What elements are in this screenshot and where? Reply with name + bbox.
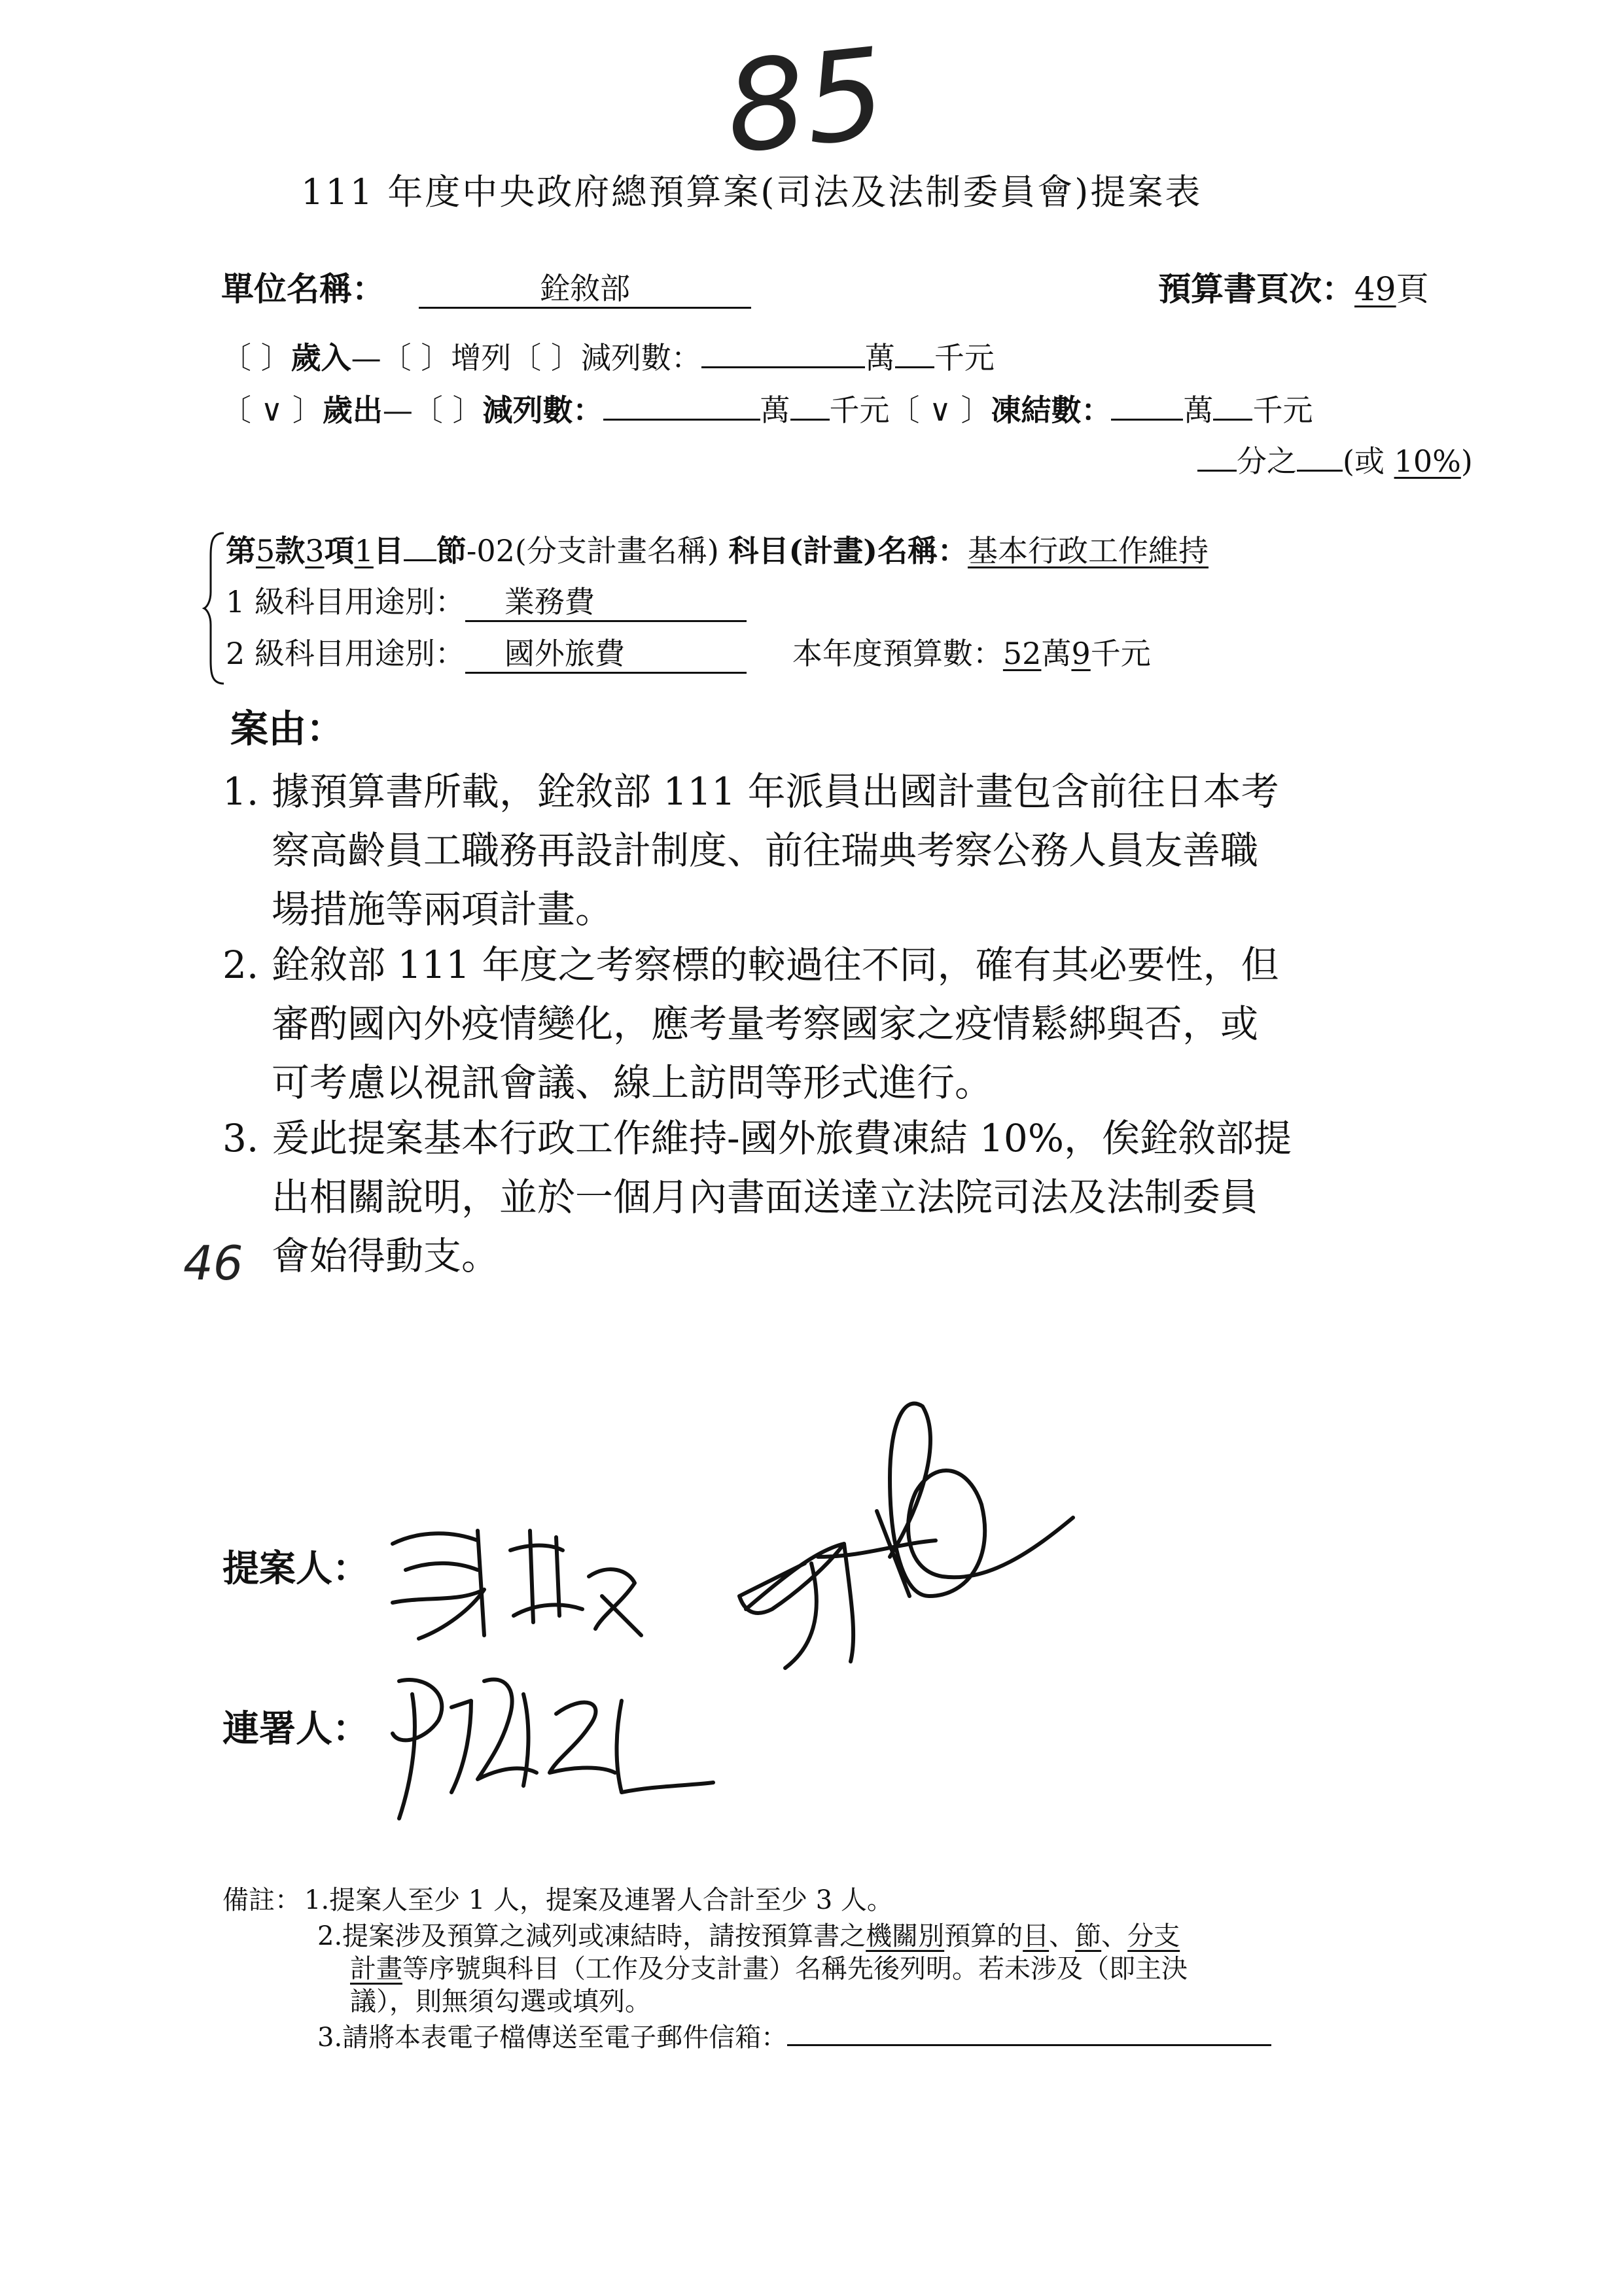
reason-heading: 案由： [230,706,345,751]
freeze-label: 凍結數： [991,392,1112,428]
freeze-wan: 萬 [1183,392,1214,428]
proposer-label: 提案人： [222,1547,369,1590]
decrease-checkbox: 〔 〕 [412,392,483,428]
freeze-qian: 千元 [1252,392,1313,428]
xiang-value: 3 [305,533,325,568]
or-label: (或 [1343,444,1385,479]
note-2-text: 2.提案涉及預算之減列或凍結時，請按預算書之 [317,1921,866,1951]
email-blank [787,2044,1271,2046]
note-2-text: 、 [1101,1921,1128,1951]
note-3 [317,2021,1271,2054]
revenue-qian: 千元 [934,340,995,375]
revenue-dash: — [351,340,381,375]
reason-item-line: 銓敘部 111 年度之考察標的較過往不同，確有其必要性，但 [272,943,1279,987]
freeze-qian-blank [1213,419,1252,421]
page-label: 預算書頁次： [1158,270,1354,308]
reason-item-num: 3. [222,1116,259,1160]
ratio-blank [1197,470,1237,472]
page-title: 111 年度中央政府總預算案(司法及法制委員會)提案表 [301,171,1203,213]
cosigner-signature [373,1655,713,1825]
page-value: 49 [1354,270,1396,308]
notes-label: 備註： [222,1885,301,1915]
level1-label: 1 級科目用途別： [226,584,465,619]
mu-value: 1 [354,533,374,568]
level2-label: 2 級科目用途別： [226,636,465,671]
revenue-decrease: 〔 〕減列數： [511,340,701,375]
revenue-line [221,340,995,376]
reason-item-line: 據預算書所載，銓敘部 111 年派員出國計畫包含前往日本考 [272,769,1279,814]
page-suffix: 頁 [1396,270,1429,308]
decrease-label: 減列數： [482,392,603,428]
level1-value: 業務費 [465,584,747,622]
budget-page [1158,270,1429,309]
subject-value: 基本行政工作維持 [967,533,1209,568]
account-line-3 [226,636,1151,674]
decrease-qian-blank [790,419,830,421]
expense-line [221,392,1313,428]
level2-value: 國外旅費 [465,636,747,674]
account-line-2 [226,584,747,622]
jie-label: 節 [436,533,467,568]
fraction-blank [1297,470,1343,472]
proposer-signature-1 [380,1505,654,1648]
handwritten-page-number: 85 [719,20,892,182]
proposer-signature-2 [694,1400,1086,1675]
note-1: 1.提案人至少 1 人，提案及連署人合計至少 3 人。 [304,1885,893,1915]
reason-item-line: 察高齡員工職務再設計制度、前往瑞典考察公務人員友善職 [272,828,1259,873]
decrease-wan: 萬 [760,392,790,428]
note-2-agency: 機關別 [866,1921,945,1951]
freeze-wan-blank [1111,419,1183,421]
mu-label: 目 [373,533,404,568]
reason-item-line: 審酌國內外疫情變化，應考量考察國家之疫情鬆綁與否，或 [272,1001,1259,1046]
note-2-line-2 [350,1953,1188,1985]
reason-item-num: 1. [222,769,259,814]
branch-plan: -02(分支計畫名稱) [466,533,719,568]
revenue-checkbox: 〔 〕 [221,340,291,375]
note-2-branch: 分支 [1127,1921,1180,1951]
reason-item-line: 場措施等兩項計畫。 [272,887,614,931]
expense-label: 歲出 [322,392,383,428]
reason-item-num: 2. [222,943,259,987]
decrease-wan-blank [603,419,760,421]
reason-item-line: 爰此提案基本行政工作維持-國外旅費凍結 10%，俟銓敘部提 [272,1116,1292,1160]
note-2-text: 、 [1049,1921,1076,1951]
reason-item-line: 會始得動支。 [272,1234,500,1278]
reason-item-line: 出相關說明，並於一個月內書面送達立法院司法及法制委員 [272,1175,1259,1219]
note-3-text: 3.請將本表電子檔傳送至電子郵件信箱： [317,2023,788,2053]
unit-name-field: 銓敘部 [419,271,751,309]
expense-dash: — [382,392,413,428]
unit-value [419,271,751,309]
percent-value: 10% [1394,444,1461,479]
kuan-label: 款 [275,533,306,568]
handwritten-margin-number: 46 [183,1236,243,1291]
account-prefix: 第 [226,533,256,568]
revenue-qian-blank [895,366,934,368]
revenue-label: 歲入 [291,340,351,375]
budget-label: 本年度預算數： [792,636,1003,671]
note-2-line-3: 議），則無須勾選或填列。 [350,1987,651,2017]
freeze-checkbox: 〔 ∨ 〕 [889,392,991,428]
note-2-line-1 [317,1920,1180,1953]
note-2-plan: 計畫 [350,1954,402,1984]
revenue-increase: 〔 〕增列 [381,340,512,375]
budget-qian: 千元 [1090,636,1151,671]
revenue-wan: 萬 [864,340,895,375]
note-2-text: 等序號與科目（工作及分支計畫）名稱先後列明。若未涉及（即主決 [402,1954,1188,1984]
note-2-text: 預算的 [944,1921,1023,1951]
jie-blank [404,559,436,561]
decrease-qian: 千元 [829,392,890,428]
fraction-label: 分之 [1237,444,1297,479]
revenue-wan-blank [701,366,865,368]
kuan-value: 5 [256,533,275,568]
cosigner-label: 連署人： [222,1707,369,1750]
note-2-mu: 目 [1023,1921,1050,1951]
budget-wan-value: 52 [1002,636,1042,671]
unit-label: 單位名稱： [221,270,385,308]
ratio-close: ) [1460,444,1473,479]
expense-checkbox: 〔 ∨ 〕 [221,392,323,428]
budget-qian-value: 9 [1071,636,1091,671]
freeze-ratio-line [1197,444,1473,479]
subject-label: 科目(計畫)名稱： [728,533,968,568]
budget-wan: 萬 [1041,636,1072,671]
reason-item-line: 可考慮以視訊會議、線上訪問等形式進行。 [272,1060,993,1105]
xiang-label: 項 [324,533,355,568]
note-2-jie: 節 [1075,1921,1102,1951]
account-line-1 [226,533,1209,569]
